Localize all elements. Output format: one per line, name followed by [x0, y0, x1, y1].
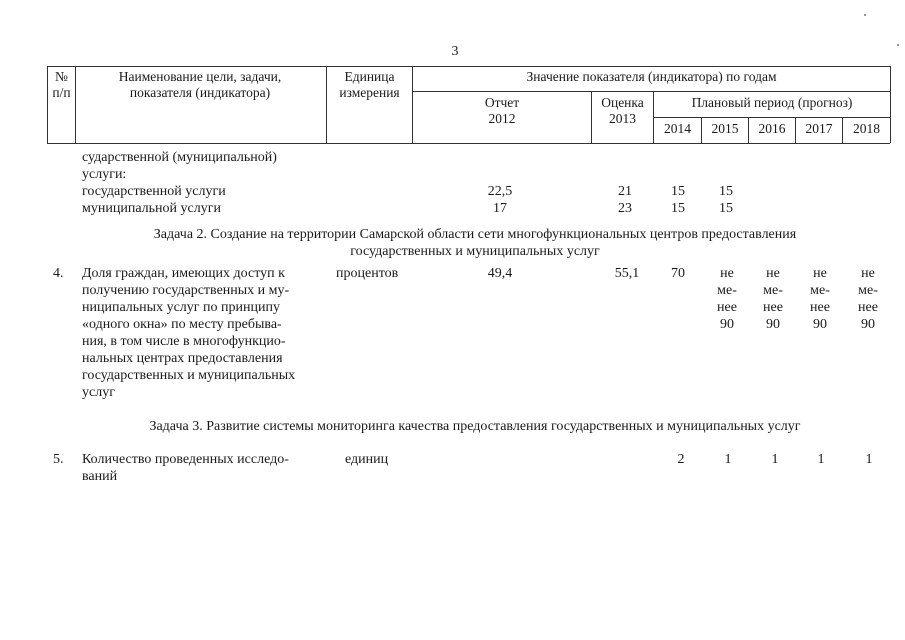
task-2-heading	[60, 226, 890, 260]
row-4-name-line: Доля граждан, имеющих доступ к	[82, 266, 285, 281]
row-5-unit: единиц	[345, 452, 389, 467]
row-4-2017: не ме- нее 90	[810, 266, 830, 332]
row-4-unit: процентов	[336, 266, 399, 281]
task-2-line-2: государственных и муниципальных услуг	[350, 244, 600, 259]
row-4-name-line: «одного окна» по месту пребыва-	[82, 317, 282, 332]
row-4-name-line: ния, в том числе в многофункцио-	[82, 334, 286, 349]
cont-row-2012: 17	[493, 201, 507, 216]
row-5-2016: 1	[771, 452, 779, 467]
task-3-heading: Задача 3. Развитие системы мониторинга качества предоставления государственных и муниципальных услуг	[149, 419, 801, 434]
row-4-2012: 49,4	[487, 266, 513, 281]
header-year-2018: 2018	[853, 121, 880, 136]
row-5-name	[82, 451, 322, 485]
cont-row-2012: 22,5	[487, 184, 513, 199]
header-unit: Единица измерения	[339, 69, 400, 100]
row-4-name-line: услуг	[82, 385, 115, 400]
cont-row-name: муниципальной услуги	[82, 201, 221, 216]
row-4-name-line: нальных центрах предоставления	[82, 351, 283, 366]
row-5-2014: 2	[677, 452, 685, 467]
header-report-year: 2012	[488, 111, 516, 126]
row-5-num: 5.	[53, 452, 64, 467]
cont-row-name: государственной услуги	[82, 184, 226, 199]
header-estimate-label: Оценка	[601, 95, 644, 110]
row-4-2018: не ме- нее 90	[858, 266, 878, 332]
row-4-2013: 55,1	[614, 266, 640, 281]
row-5-2018: 1	[865, 452, 873, 467]
task-2-line-1: Задача 2. Создание на территории Самарской области сети многофункциональных центров предоставления	[153, 227, 797, 242]
cont-row-2014: 15	[671, 201, 685, 216]
row-4-name-line: государственных и муниципальных	[82, 368, 296, 383]
row-4-name	[82, 265, 322, 401]
cont-line-2: услуги:	[82, 167, 127, 182]
cont-row-2013: 21	[618, 184, 632, 199]
row-5-2015: 1	[724, 452, 732, 467]
header-year-2017: 2017	[805, 121, 833, 136]
header-year-2015: 2015	[711, 121, 739, 136]
header-name: Наименование цели, задачи, показателя (индикатора)	[118, 69, 282, 100]
cont-row-2014: 15	[671, 184, 685, 199]
header-num: №	[55, 69, 68, 84]
cont-row-2013: 23	[618, 201, 632, 216]
row-4-2015: не ме- нее 90	[717, 266, 737, 332]
cont-row-2015: 15	[719, 184, 733, 199]
row-5-name-line: Количество проведенных исследо-	[82, 452, 289, 467]
header-plan-title: Плановый период (прогноз)	[691, 95, 853, 110]
header-report-label: Отчет	[484, 95, 520, 110]
row-4-name-line: ниципальных услуг по принципу	[82, 300, 280, 315]
row-5-name-line: ваний	[82, 469, 118, 484]
row-4-name-line: получению государственных и му-	[82, 283, 290, 298]
page-number: 3	[451, 44, 459, 59]
header-year-2016: 2016	[758, 121, 786, 136]
row-4-2014: 70	[671, 266, 685, 281]
header-num-pp: п/п	[52, 85, 71, 100]
cont-row-2015: 15	[719, 201, 733, 216]
scan-speck	[897, 44, 899, 46]
header-value-title: Значение показателя (индикатора) по годам	[526, 69, 777, 84]
row-5-2017: 1	[817, 452, 825, 467]
scan-speck	[864, 14, 866, 16]
row-4-num: 4.	[53, 266, 64, 281]
header-year-2014: 2014	[664, 121, 691, 136]
row-4-2016: не ме- нее 90	[763, 266, 783, 332]
cont-line-1: сударственной (муниципальной)	[82, 150, 277, 165]
header-estimate-year: 2013	[609, 111, 636, 126]
